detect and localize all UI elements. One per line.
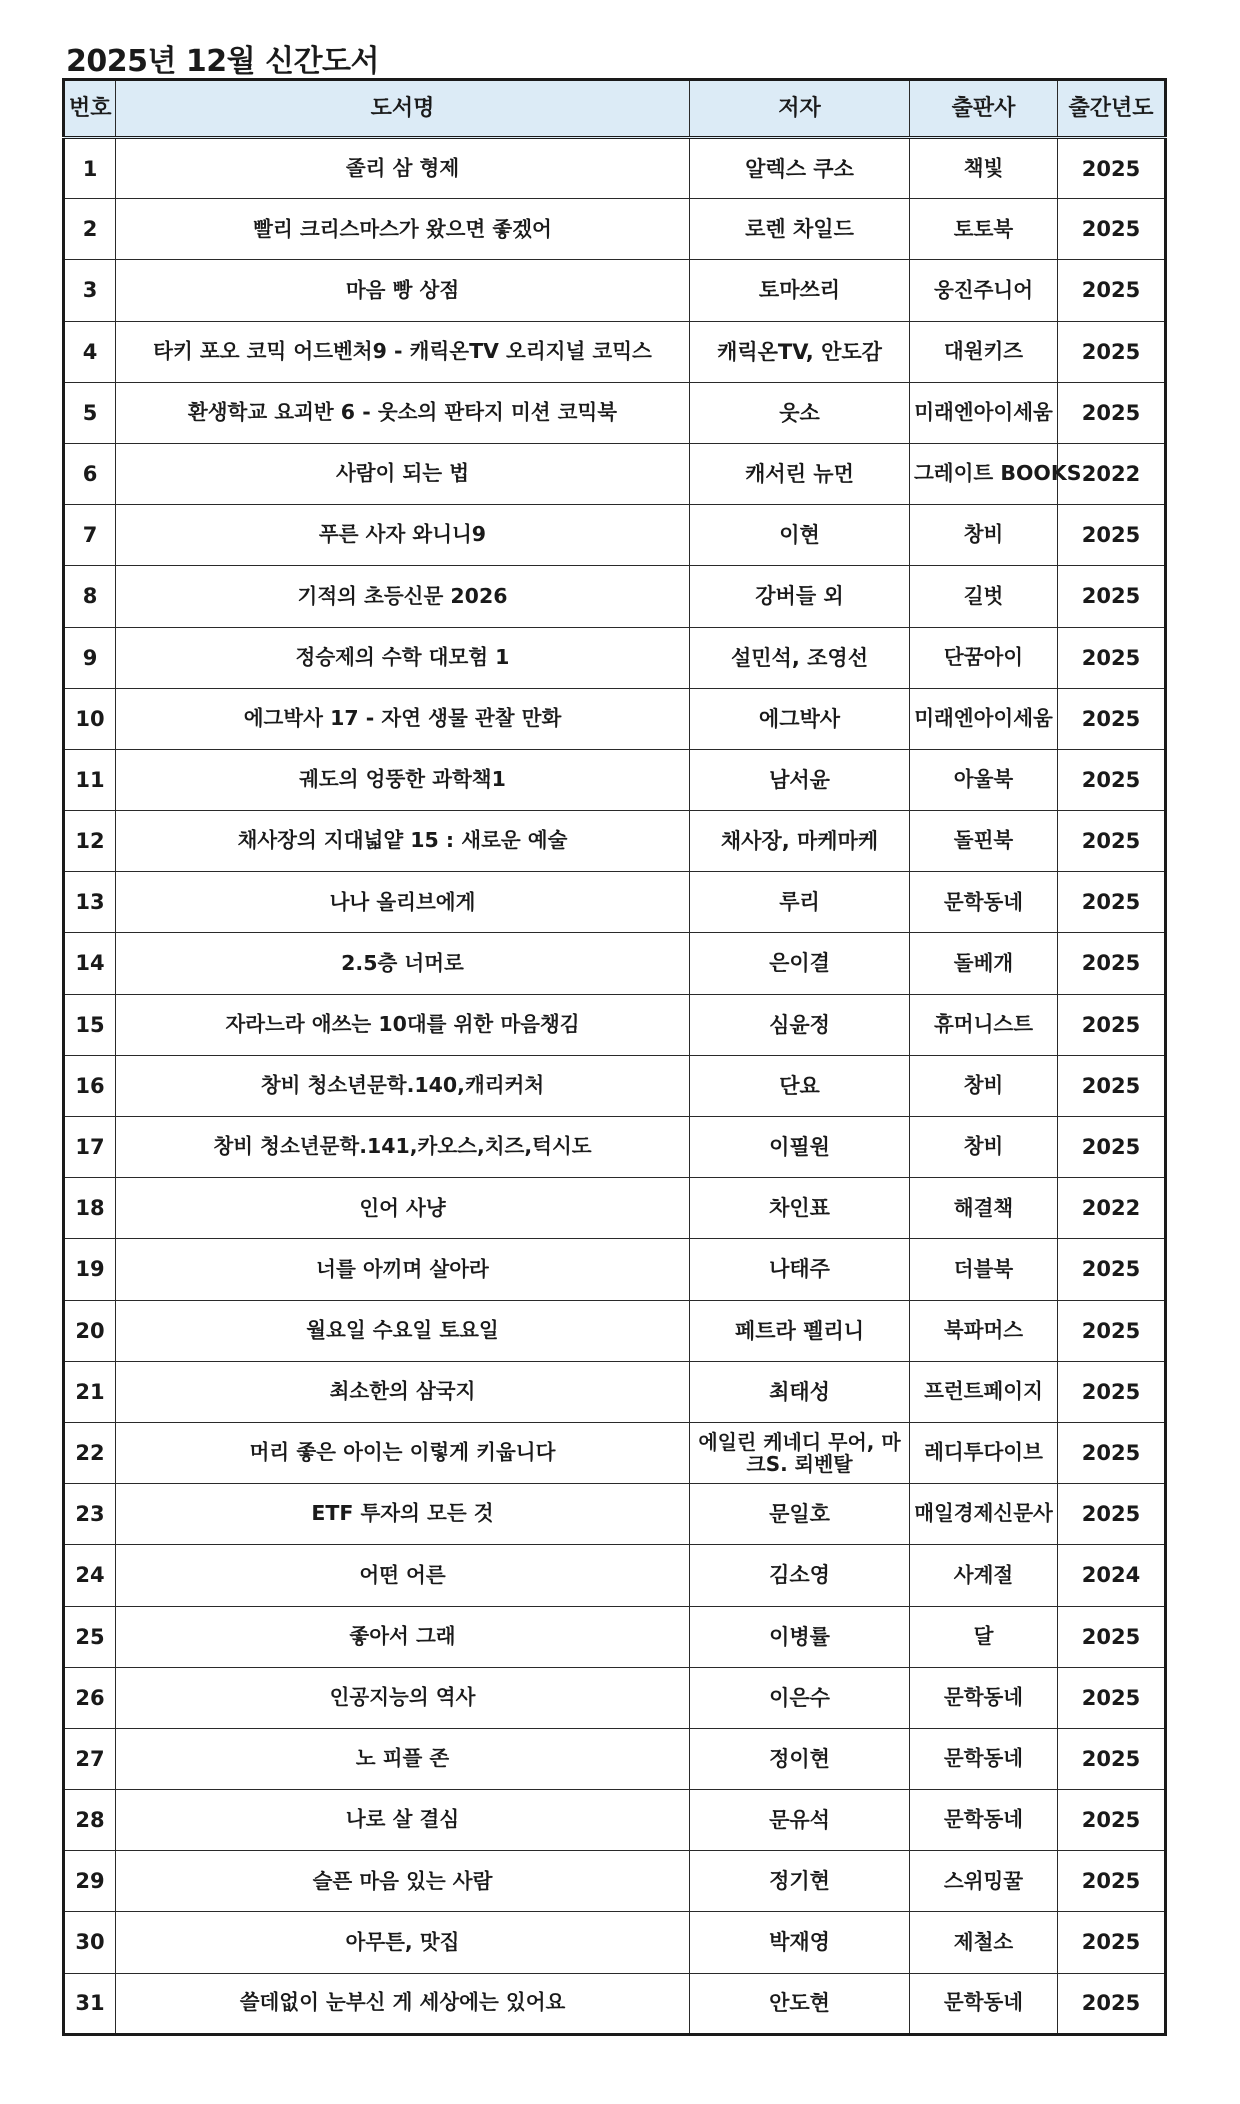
cell-title: 머리 좋은 아이는 이렇게 키웁니다: [116, 1422, 690, 1483]
table-row: [64, 1361, 1166, 1422]
cell-year: 2025: [1058, 1790, 1166, 1851]
cell-no: 24: [64, 1545, 116, 1606]
cell-title: 환생학교 요괴반 6 - 웃소의 판타지 미션 코믹북: [116, 382, 690, 443]
cell-publisher: 창비: [910, 505, 1058, 566]
cell-publisher: 문학동네: [910, 1790, 1058, 1851]
cell-author: 차인표: [690, 1178, 910, 1239]
cell-publisher: 단꿈아이: [910, 627, 1058, 688]
cell-no: 9: [64, 627, 116, 688]
cell-publisher: 미래엔아이세움: [910, 688, 1058, 749]
cell-publisher: 문학동네: [910, 872, 1058, 933]
cell-no: 30: [64, 1912, 116, 1973]
cell-author: 알렉스 쿠소: [690, 138, 910, 199]
cell-publisher: 길벗: [910, 566, 1058, 627]
cell-year: 2025: [1058, 1422, 1166, 1483]
cell-no: 17: [64, 1117, 116, 1178]
header-author: 저자: [690, 80, 910, 138]
cell-no: 15: [64, 994, 116, 1055]
cell-author: 이병률: [690, 1606, 910, 1667]
table-row: [64, 872, 1166, 933]
cell-title: 나로 살 결심: [116, 1790, 690, 1851]
cell-author: 안도현: [690, 1973, 910, 2034]
cell-year: 2025: [1058, 199, 1166, 260]
cell-publisher: 문학동네: [910, 1973, 1058, 2034]
cell-title: 마음 빵 상점: [116, 260, 690, 321]
cell-title: 푸른 사자 와니니9: [116, 505, 690, 566]
cell-title: 기적의 초등신문 2026: [116, 566, 690, 627]
table-row: [64, 321, 1166, 382]
cell-publisher: 토토북: [910, 199, 1058, 260]
cell-publisher: 스위밍꿀: [910, 1851, 1058, 1912]
cell-author: 심윤정: [690, 994, 910, 1055]
cell-no: 7: [64, 505, 116, 566]
cell-year: 2025: [1058, 1912, 1166, 1973]
cell-author: 웃소: [690, 382, 910, 443]
cell-year: 2025: [1058, 933, 1166, 994]
table-row: [64, 1606, 1166, 1667]
cell-no: 23: [64, 1484, 116, 1545]
table-row: [64, 260, 1166, 321]
cell-no: 12: [64, 811, 116, 872]
cell-author: 나태주: [690, 1239, 910, 1300]
cell-author: 로렌 차일드: [690, 199, 910, 260]
cell-no: 13: [64, 872, 116, 933]
cell-no: 8: [64, 566, 116, 627]
cell-author: 토마쓰리: [690, 260, 910, 321]
cell-no: 5: [64, 382, 116, 443]
cell-publisher: 아울북: [910, 749, 1058, 810]
cell-year: 2025: [1058, 1667, 1166, 1728]
cell-year: 2024: [1058, 1545, 1166, 1606]
cell-title: 정승제의 수학 대모험 1: [116, 627, 690, 688]
cell-year: 2025: [1058, 1728, 1166, 1789]
cell-year: 2022: [1058, 443, 1166, 504]
table-row: [64, 811, 1166, 872]
cell-year: 2025: [1058, 505, 1166, 566]
cell-author: 박재영: [690, 1912, 910, 1973]
cell-title: 창비 청소년문학.141,카오스,치즈,턱시도: [116, 1117, 690, 1178]
cell-no: 25: [64, 1606, 116, 1667]
cell-publisher: 휴머니스트: [910, 994, 1058, 1055]
cell-year: 2025: [1058, 811, 1166, 872]
cell-no: 4: [64, 321, 116, 382]
header-no: 번호: [64, 80, 116, 138]
table-row: [64, 566, 1166, 627]
cell-author: 이필원: [690, 1117, 910, 1178]
cell-year: 2025: [1058, 1300, 1166, 1361]
cell-year: 2025: [1058, 321, 1166, 382]
cell-title: 좋아서 그래: [116, 1606, 690, 1667]
cell-title: 사람이 되는 법: [116, 443, 690, 504]
cell-author: 설민석, 조영선: [690, 627, 910, 688]
table-row: [64, 1484, 1166, 1545]
cell-year: 2025: [1058, 1117, 1166, 1178]
cell-publisher: 웅진주니어: [910, 260, 1058, 321]
table-row: [64, 138, 1166, 199]
table-row: [64, 688, 1166, 749]
header-publisher: 출판사: [910, 80, 1058, 138]
cell-publisher: 창비: [910, 1117, 1058, 1178]
cell-publisher: 프런트페이지: [910, 1361, 1058, 1422]
table-row: [64, 933, 1166, 994]
cell-no: 3: [64, 260, 116, 321]
cell-title: 월요일 수요일 토요일: [116, 1300, 690, 1361]
cell-publisher: 매일경제신문사: [910, 1484, 1058, 1545]
cell-title: 어떤 어른: [116, 1545, 690, 1606]
cell-publisher: 돌베개: [910, 933, 1058, 994]
cell-title: ETF 투자의 모든 것: [116, 1484, 690, 1545]
table-row: [64, 1239, 1166, 1300]
cell-no: 20: [64, 1300, 116, 1361]
cell-publisher: 돌핀북: [910, 811, 1058, 872]
cell-publisher: 북파머스: [910, 1300, 1058, 1361]
cell-publisher: 사계절: [910, 1545, 1058, 1606]
cell-publisher: 레디투다이브: [910, 1422, 1058, 1483]
cell-year: 2025: [1058, 1055, 1166, 1116]
cell-year: 2025: [1058, 382, 1166, 443]
cell-year: 2025: [1058, 872, 1166, 933]
cell-publisher: 달: [910, 1606, 1058, 1667]
table-row: [64, 443, 1166, 504]
cell-title: 최소한의 삼국지: [116, 1361, 690, 1422]
cell-year: 2025: [1058, 688, 1166, 749]
cell-year: 2025: [1058, 1851, 1166, 1912]
cell-title: 자라느라 애쓰는 10대를 위한 마음챙김: [116, 994, 690, 1055]
table-row: [64, 382, 1166, 443]
table-row: [64, 1912, 1166, 1973]
table-row: [64, 1422, 1166, 1483]
cell-no: 2: [64, 199, 116, 260]
cell-title: 인공지능의 역사: [116, 1667, 690, 1728]
cell-title: 타키 포오 코믹 어드벤처9 - 캐릭온TV 오리지널 코믹스: [116, 321, 690, 382]
cell-publisher: 더블북: [910, 1239, 1058, 1300]
cell-title: 슬픈 마음 있는 사람: [116, 1851, 690, 1912]
cell-author: 정이현: [690, 1728, 910, 1789]
cell-title: 채사장의 지대넓얕 15 : 새로운 예술: [116, 811, 690, 872]
cell-author: 최태성: [690, 1361, 910, 1422]
cell-year: 2025: [1058, 994, 1166, 1055]
cell-no: 1: [64, 138, 116, 199]
cell-author: 페트라 펠리니: [690, 1300, 910, 1361]
table-body: [64, 138, 1166, 2035]
cell-title: 아무튼, 맛집: [116, 1912, 690, 1973]
cell-year: 2025: [1058, 566, 1166, 627]
cell-title: 창비 청소년문학.140,캐리커처: [116, 1055, 690, 1116]
cell-author: 문일호: [690, 1484, 910, 1545]
table-row: [64, 1300, 1166, 1361]
table-row: [64, 1790, 1166, 1851]
cell-author: 에그박사: [690, 688, 910, 749]
cell-year: 2025: [1058, 1606, 1166, 1667]
cell-year: 2022: [1058, 1178, 1166, 1239]
cell-publisher: 책빛: [910, 138, 1058, 199]
table-row: [64, 994, 1166, 1055]
cell-title: 노 피플 존: [116, 1728, 690, 1789]
cell-no: 21: [64, 1361, 116, 1422]
cell-title: 쓸데없이 눈부신 게 세상에는 있어요: [116, 1973, 690, 2034]
cell-title: 2.5층 너머로: [116, 933, 690, 994]
cell-no: 11: [64, 749, 116, 810]
cell-title: 빨리 크리스마스가 왔으면 좋겠어: [116, 199, 690, 260]
cell-no: 10: [64, 688, 116, 749]
cell-title: 졸리 삼 형제: [116, 138, 690, 199]
cell-author: 캐릭온TV, 안도감: [690, 321, 910, 382]
cell-author: 문유석: [690, 1790, 910, 1851]
cell-title: 인어 사냥: [116, 1178, 690, 1239]
cell-publisher: 창비: [910, 1055, 1058, 1116]
table-row: [64, 505, 1166, 566]
cell-title: 나나 올리브에게: [116, 872, 690, 933]
header-year: 출간년도: [1058, 80, 1166, 138]
cell-no: 6: [64, 443, 116, 504]
cell-author: 루리: [690, 872, 910, 933]
cell-author: 캐서린 뉴먼: [690, 443, 910, 504]
cell-no: 14: [64, 933, 116, 994]
table-row: [64, 199, 1166, 260]
cell-title: 너를 아끼며 살아라: [116, 1239, 690, 1300]
cell-publisher: 문학동네: [910, 1728, 1058, 1789]
cell-author: 김소영: [690, 1545, 910, 1606]
cell-author: 이현: [690, 505, 910, 566]
table-row: [64, 1667, 1166, 1728]
table-row: [64, 1728, 1166, 1789]
cell-title: 에그박사 17 - 자연 생물 관찰 만화: [116, 688, 690, 749]
cell-year: 2025: [1058, 627, 1166, 688]
cell-publisher: 해결책: [910, 1178, 1058, 1239]
cell-no: 27: [64, 1728, 116, 1789]
cell-year: 2025: [1058, 1484, 1166, 1545]
cell-publisher: 제철소: [910, 1912, 1058, 1973]
table-row: [64, 749, 1166, 810]
header-row: [64, 80, 1166, 138]
cell-author: 에일린 케네디 무어, 마크S. 뢰벤탈: [690, 1422, 910, 1483]
table-row: [64, 1545, 1166, 1606]
cell-no: 28: [64, 1790, 116, 1851]
new-books-table: [62, 78, 1167, 2036]
header-title: 도서명: [116, 80, 690, 138]
cell-year: 2025: [1058, 1361, 1166, 1422]
cell-author: 강버들 외: [690, 566, 910, 627]
cell-publisher: 대원키즈: [910, 321, 1058, 382]
cell-no: 26: [64, 1667, 116, 1728]
cell-author: 은이결: [690, 933, 910, 994]
table-row: [64, 1117, 1166, 1178]
cell-publisher: 미래엔아이세움: [910, 382, 1058, 443]
document-title: 2025년 12월 신간도서: [66, 44, 380, 79]
cell-author: 단요: [690, 1055, 910, 1116]
cell-author: 이은수: [690, 1667, 910, 1728]
cell-no: 22: [64, 1422, 116, 1483]
table-row: [64, 1851, 1166, 1912]
table-row: [64, 627, 1166, 688]
cell-no: 19: [64, 1239, 116, 1300]
table-row: [64, 1055, 1166, 1116]
cell-publisher: 문학동네: [910, 1667, 1058, 1728]
cell-no: 16: [64, 1055, 116, 1116]
cell-year: 2025: [1058, 260, 1166, 321]
cell-year: 2025: [1058, 138, 1166, 199]
cell-year: 2025: [1058, 1973, 1166, 2034]
cell-author: 정기현: [690, 1851, 910, 1912]
table-header: [64, 80, 1166, 138]
table-row: [64, 1178, 1166, 1239]
table-row: [64, 1973, 1166, 2034]
cell-no: 31: [64, 1973, 116, 2034]
cell-year: 2025: [1058, 1239, 1166, 1300]
cell-author: 채사장, 마케마케: [690, 811, 910, 872]
cell-title: 궤도의 엉뚱한 과학책1: [116, 749, 690, 810]
cell-no: 18: [64, 1178, 116, 1239]
cell-year: 2025: [1058, 749, 1166, 810]
cell-author: 남서윤: [690, 749, 910, 810]
cell-publisher: 그레이트 BOOKS: [910, 443, 1058, 504]
cell-no: 29: [64, 1851, 116, 1912]
